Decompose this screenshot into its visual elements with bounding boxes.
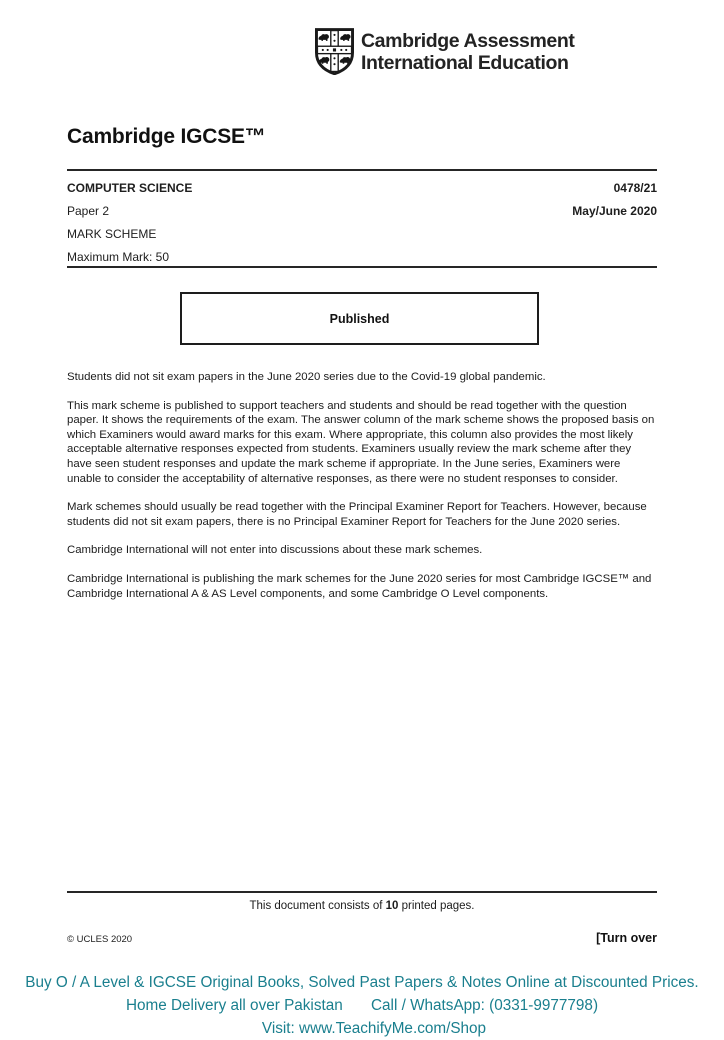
ad-banner: [0, 971, 724, 1040]
subject-name: COMPUTER SCIENCE: [67, 181, 193, 195]
body-text: [67, 370, 656, 615]
ad-delivery-text: Home Delivery all over Pakistan: [125, 997, 343, 1014]
turn-over-label: [Turn over: [596, 931, 657, 945]
exam-row-paper: [67, 200, 657, 223]
paper-number: Paper 2: [67, 204, 110, 218]
paragraph-publishing-series: Cambridge International is publishing the mark schemes for the June 2020 series for most Cambridge IGCSE™ and Cambridge International A & AS Level components, and some Cambridge O Level components.: [67, 572, 652, 600]
copyright-row: [67, 931, 657, 945]
ad-line-2: [0, 994, 724, 1040]
paragraph-examiner-report: Mark schemes should usually be read together with the Principal Examiner Report for Teachers. However, because students did not sit exam papers, there is no Principal Examiner Report for Teachers for the June 2020 series.: [67, 501, 647, 528]
divider-top: [67, 169, 657, 171]
page-count-note: [67, 900, 657, 912]
paragraph-no-discussions: Cambridge International will not enter into discussions about these mark schemes.: [67, 544, 483, 557]
page-count-suffix: printed pages.: [398, 900, 475, 912]
published-label: Published: [329, 311, 390, 326]
page-footer: [67, 891, 657, 945]
ad-website-text: Visit: www.TeachifyMe.com/Shop: [261, 1020, 487, 1037]
exam-row-subject: [67, 177, 657, 200]
paragraph-pandemic-notice: Students did not sit exam papers in the June 2020 series due to the Covid-19 global pandemic.: [67, 371, 546, 383]
published-box: [180, 292, 539, 345]
maximum-mark: Maximum Mark: 50: [67, 250, 170, 264]
paragraph-mark-scheme-purpose: This mark scheme is published to support teachers and students and should be read together with the question paper. It shows the requirements of the exam. The answer column of the mark scheme shows the proposed basis on which Examiners would award marks for this exam. Where appropriate, this column also provides the most likely acceptable alternative responses expected from students. Examiners usually review the mark scheme after they have seen student responses and update the mark scheme if appropriate. In the June series, Examiners were unable to consider the acceptability of alternative responses, as there were no student responses to consider.: [67, 399, 655, 485]
exam-session: May/June 2020: [572, 204, 657, 218]
cambridge-logo-text: [361, 30, 574, 74]
cambridge-logo: [315, 28, 574, 75]
copyright-notice: © UCLES 2020: [67, 934, 133, 945]
logo-line-2: International Education: [361, 51, 569, 74]
document-type: MARK SCHEME: [67, 227, 157, 241]
divider-bottom: [67, 891, 657, 893]
page-title: Cambridge IGCSE™: [67, 125, 266, 148]
ad-contact-text: Call / WhatsApp: (0331-9977798): [371, 997, 599, 1014]
page-count-prefix: This document consists of: [249, 900, 386, 912]
page-count-number: 10: [385, 900, 399, 912]
exam-info: [67, 177, 657, 269]
divider-exam-info: [67, 266, 657, 268]
paper-code: 0478/21: [613, 181, 657, 195]
exam-row-doctype: [67, 223, 657, 246]
cambridge-shield-icon: [315, 28, 354, 75]
logo-line-1: Cambridge Assessment: [361, 29, 575, 52]
ad-line-1: Buy O / A Level & IGCSE Original Books, Solved Past Papers & Notes Online at Discounted Prices.: [25, 974, 699, 991]
